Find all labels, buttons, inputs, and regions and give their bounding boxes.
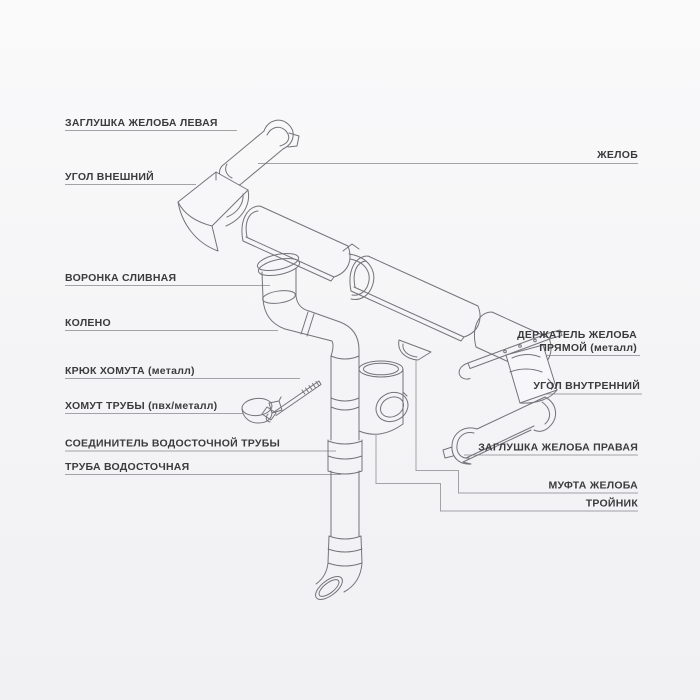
holder-hole-1 [504,350,507,353]
tee-top-inner [364,363,399,375]
hook-rod [262,381,321,422]
part-outer-corner [178,172,249,251]
part-elbow-assembly [263,296,359,356]
label-elbow: КОЛЕНО [65,317,111,329]
part-gutter-run [242,206,551,377]
label-gutter-coupling: МУФТА ЖЕЛОБА [548,479,638,492]
part-tee [359,361,413,434]
label-clamp-hook: КРЮК ХОМУТА (металл) [65,365,195,377]
holder-curved-art [343,244,374,300]
tee-branch-outer [371,387,413,427]
label-pipe-clamp: ХОМУТ ТРУБЫ (пвх/металл) [65,400,218,412]
part-pipe-clamp [241,397,282,423]
outer-corner-face [178,172,248,226]
left-endcap-art [264,120,299,149]
label-gutter-endcap-right: ЗАГЛУШКА ЖЕЛОБА ПРАВАЯ [478,441,638,454]
leader-lines [65,131,642,512]
label-gutter: ЖЕЛОБ [597,149,638,161]
part-gutter-coupling [399,340,431,360]
label-gutter-holder-straight-2: ПРЯМОЙ (металл) [539,342,637,354]
holder-hole-2 [519,345,522,348]
part-clamp-hook [262,381,321,422]
label-gutter-endcap-left: ЗАГЛУШКА ЖЕЛОБА ЛЕВАЯ [65,117,218,129]
funnel-outlet [262,289,296,305]
label-gutter-holder-straight: ДЕРЖАТЕЛЬ ЖЕЛОБА [517,329,637,341]
label-inner-corner: УГОЛ ВНУТРЕННИЙ [533,380,640,392]
label-tee: ТРОЙНИК [585,497,638,510]
gutter-tube-art [220,131,283,186]
gutter-segment-b [350,256,480,341]
downpipe-outlet-outer [312,572,346,604]
label-downpipe-connector: СОЕДИНИТЕЛЬ ВОДОСТОЧНОЙ ТРУБЫ [65,437,281,450]
part-downpipe [312,356,362,604]
part-gutter-holder-curved [343,244,374,300]
right-endcap-art [443,428,477,464]
label-downpipe: ТРУБА ВОДОСТОЧНАЯ [65,461,190,473]
parts-drawing [178,120,562,604]
label-drain-funnel: ВОРОНКА СЛИВНАЯ [65,272,177,284]
label-outer-corner: УГОЛ ВНЕШНИЙ [65,171,154,183]
coupling-shell [399,340,431,360]
elbow-art [263,296,359,356]
part-gutter-section-right [443,397,556,464]
